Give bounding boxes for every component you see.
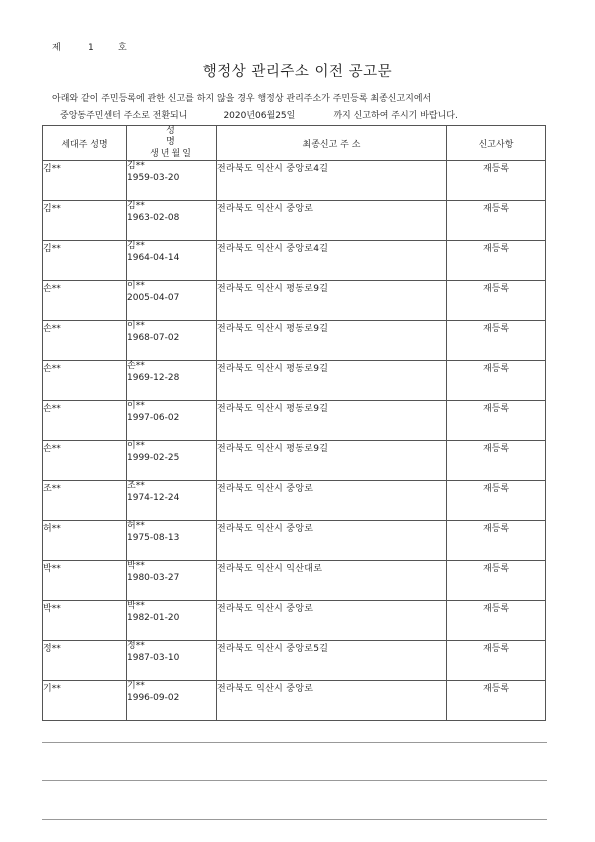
birth-date: 1959-03-20 bbox=[127, 172, 180, 183]
householder-name: 정** bbox=[43, 641, 127, 681]
householder-name: 김** bbox=[43, 161, 127, 201]
last-address: 전라북도 익산시 익산대로 bbox=[217, 561, 447, 601]
person-cell bbox=[127, 361, 217, 401]
intro-line-2 bbox=[52, 108, 562, 125]
person-cell bbox=[127, 641, 217, 681]
person-name: 김** bbox=[127, 241, 145, 251]
person-cell bbox=[127, 201, 217, 241]
table-row bbox=[43, 601, 546, 641]
birth-date: 1980-03-27 bbox=[127, 572, 180, 583]
last-address: 전라북도 익산시 중앙로4길 bbox=[217, 241, 447, 281]
table-row bbox=[43, 481, 546, 521]
birth-date: 1997-06-02 bbox=[127, 412, 180, 423]
table-row bbox=[43, 201, 546, 241]
person-name: 정** bbox=[127, 641, 145, 651]
householder-name: 박** bbox=[43, 561, 127, 601]
person-name: 김** bbox=[127, 201, 145, 211]
last-address: 전라북도 익산시 중앙로 bbox=[217, 681, 447, 721]
last-address: 전라북도 익산시 중앙로 bbox=[217, 481, 447, 521]
table-row bbox=[43, 281, 546, 321]
householder-name: 김** bbox=[43, 241, 127, 281]
intro-line-2-pre: 중앙동주민센터 주소로 전환되니 bbox=[60, 111, 188, 121]
notice-table bbox=[42, 125, 546, 721]
table-body bbox=[43, 161, 546, 721]
report-item: 재등록 bbox=[447, 561, 546, 601]
householder-name: 손** bbox=[43, 401, 127, 441]
householder-name: 손** bbox=[43, 321, 127, 361]
person-cell bbox=[127, 241, 217, 281]
last-address: 전라북도 익산시 중앙로 bbox=[217, 601, 447, 641]
report-item: 재등록 bbox=[447, 361, 546, 401]
householder-name: 조** bbox=[43, 481, 127, 521]
householder-name: 김** bbox=[43, 201, 127, 241]
person-name: 이** bbox=[127, 281, 145, 291]
table-row bbox=[43, 561, 546, 601]
number-prefix: 제 bbox=[52, 43, 61, 53]
person-name: 박** bbox=[127, 601, 145, 611]
birth-date: 1987-03-10 bbox=[127, 652, 180, 663]
divider-2 bbox=[42, 780, 547, 781]
birth-date: 1969-12-28 bbox=[127, 372, 180, 383]
person-name: 이** bbox=[127, 401, 145, 411]
column-header-head: 세대주 성명 bbox=[43, 126, 127, 161]
divider-3 bbox=[42, 819, 547, 820]
birth-date: 2005-04-07 bbox=[127, 292, 180, 303]
householder-name: 손** bbox=[43, 281, 127, 321]
column-header-address: 최종신고 주 소 bbox=[217, 126, 447, 161]
table-row bbox=[43, 521, 546, 561]
divider-1 bbox=[42, 742, 547, 743]
person-cell bbox=[127, 601, 217, 641]
report-item: 재등록 bbox=[447, 281, 546, 321]
person-name: 이** bbox=[127, 321, 145, 331]
person-name: 김** bbox=[127, 161, 145, 171]
report-item: 재등록 bbox=[447, 601, 546, 641]
table-row bbox=[43, 401, 546, 441]
last-address: 전라북도 익산시 평동로9길 bbox=[217, 441, 447, 481]
householder-name: 박** bbox=[43, 601, 127, 641]
person-cell bbox=[127, 401, 217, 441]
birth-date: 1974-12-24 bbox=[127, 492, 180, 503]
column-header-name-bottom: 생년월일 bbox=[150, 149, 193, 159]
person-cell bbox=[127, 281, 217, 321]
person-name: 허** bbox=[127, 521, 145, 531]
column-header-name bbox=[127, 126, 217, 161]
householder-name: 손** bbox=[43, 361, 127, 401]
table-row bbox=[43, 321, 546, 361]
report-item: 재등록 bbox=[447, 161, 546, 201]
birth-date: 1996-09-02 bbox=[127, 692, 180, 703]
person-name: 기** bbox=[127, 681, 145, 691]
person-cell bbox=[127, 441, 217, 481]
intro-line-1: 아래와 같이 주민등록에 관한 신고를 하지 않을 경우 행정상 관리주소가 주민등록 최종신고지에서 bbox=[52, 94, 432, 104]
table-row bbox=[43, 361, 546, 401]
person-cell bbox=[127, 161, 217, 201]
report-item: 재등록 bbox=[447, 441, 546, 481]
last-address: 전라북도 익산시 평동로9길 bbox=[217, 321, 447, 361]
table-row bbox=[43, 241, 546, 281]
person-cell bbox=[127, 481, 217, 521]
table-row bbox=[43, 161, 546, 201]
householder-name: 기** bbox=[43, 681, 127, 721]
last-address: 전라북도 익산시 평동로9길 bbox=[217, 361, 447, 401]
deadline-date: 2020년06월25일 bbox=[223, 111, 296, 121]
person-cell bbox=[127, 521, 217, 561]
report-item: 재등록 bbox=[447, 681, 546, 721]
report-item: 재등록 bbox=[447, 521, 546, 561]
intro-line-2-post: 까지 신고하여 주시기 바랍니다. bbox=[333, 111, 458, 121]
last-address: 전라북도 익산시 중앙로5길 bbox=[217, 641, 447, 681]
document-number bbox=[52, 40, 127, 53]
column-header-name-top: 성명 bbox=[166, 126, 203, 147]
report-item: 재등록 bbox=[447, 241, 546, 281]
last-address: 전라북도 익산시 중앙로 bbox=[217, 201, 447, 241]
report-item: 재등록 bbox=[447, 321, 546, 361]
intro-text bbox=[52, 91, 562, 125]
last-address: 전라북도 익산시 평동로9길 bbox=[217, 401, 447, 441]
birth-date: 1964-04-14 bbox=[127, 252, 180, 263]
last-address: 전라북도 익산시 중앙로 bbox=[217, 521, 447, 561]
birth-date: 1982-01-20 bbox=[127, 612, 180, 623]
last-address: 전라북도 익산시 중앙로4길 bbox=[217, 161, 447, 201]
report-item: 재등록 bbox=[447, 401, 546, 441]
report-item: 재등록 bbox=[447, 481, 546, 521]
birth-date: 1963-02-08 bbox=[127, 212, 180, 223]
report-item: 재등록 bbox=[447, 641, 546, 681]
report-item: 재등록 bbox=[447, 201, 546, 241]
person-cell bbox=[127, 321, 217, 361]
birth-date: 1999-02-25 bbox=[127, 452, 180, 463]
householder-name: 손** bbox=[43, 441, 127, 481]
person-name: 조** bbox=[127, 481, 145, 491]
table-header-row bbox=[43, 126, 546, 161]
number-suffix: 호 bbox=[118, 43, 127, 53]
person-cell bbox=[127, 681, 217, 721]
householder-name: 허** bbox=[43, 521, 127, 561]
birth-date: 1968-07-02 bbox=[127, 332, 180, 343]
last-address: 전라북도 익산시 평동로9길 bbox=[217, 281, 447, 321]
page-title: 행정상 관리주소 이전 공고문 bbox=[202, 64, 393, 80]
person-cell bbox=[127, 561, 217, 601]
number-value: 1 bbox=[88, 43, 94, 53]
table-row bbox=[43, 681, 546, 721]
person-name: 박** bbox=[127, 561, 145, 571]
birth-date: 1975-08-13 bbox=[127, 532, 180, 543]
person-name: 이** bbox=[127, 441, 145, 451]
column-header-report: 신고사항 bbox=[447, 126, 546, 161]
table-row bbox=[43, 441, 546, 481]
table-row bbox=[43, 641, 546, 681]
person-name: 손** bbox=[127, 361, 145, 371]
